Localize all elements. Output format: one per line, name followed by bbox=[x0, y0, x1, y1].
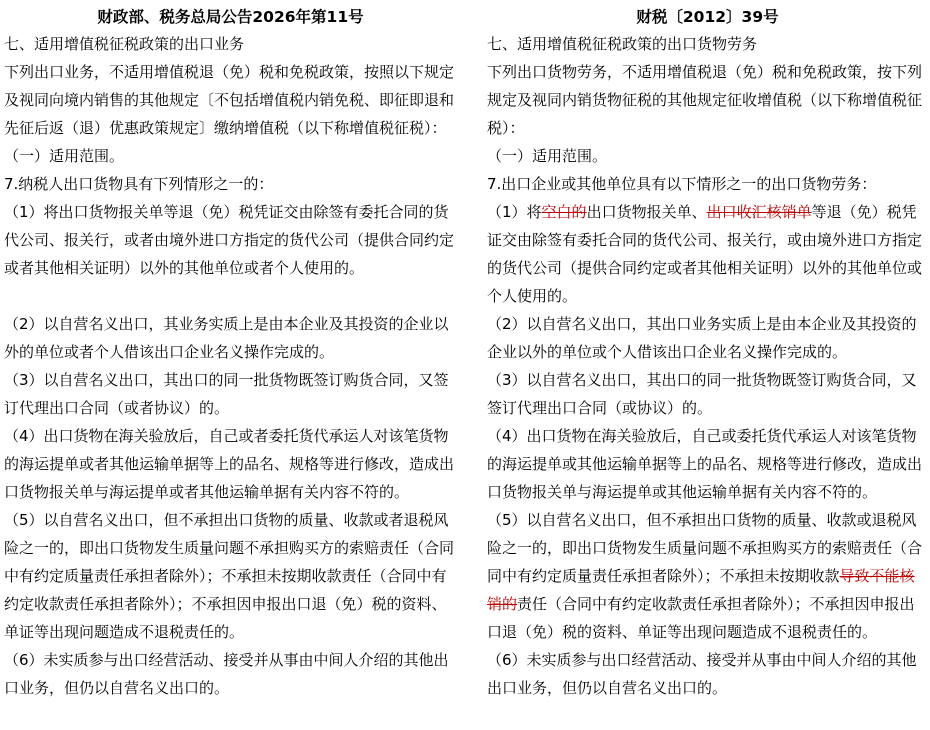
right-item-1 bbox=[465, 198, 930, 310]
left-item-5: （5）以自营名义出口，但不承担出口货物的质量、收款或者退税风险之一的，即出口货物发生质量问题不承担购买方的索赔责任（合同中有约定质量责任承担者除外）；不承担未按期收款责任（合同中有约定收款责任承担者除外）；不承担因申报出口退（免）税的资料、单证等出现问题造成不退税责任的。 bbox=[4, 511, 455, 641]
scope-heading-row bbox=[0, 142, 930, 170]
left-scope-heading: （一）适用范围。 bbox=[4, 147, 125, 165]
right-item-3: （3）以自营名义出口，其出口的同一批货物既签订购货合同，又签订代理出口合同（或协议）的。 bbox=[487, 371, 917, 417]
left-item-6: （6）未实质参与出口经营活动、接受并从事由中间人介绍的其他出口业务，但仍以自营名义出口的。 bbox=[4, 651, 449, 697]
right-section-heading: 七、适用增值税征税政策的出口货物劳务 bbox=[487, 35, 758, 53]
right-doc-title: 财税〔2012〕39号 bbox=[636, 8, 779, 26]
deleted-text-segment: 出口收汇核销单 bbox=[706, 203, 812, 221]
right-item-7: 7.出口企业或其他单位具有以下情形之一的出口货物劳务： bbox=[487, 175, 877, 193]
title-row bbox=[0, 4, 930, 30]
item-2-row bbox=[0, 310, 930, 366]
left-item-2: （2）以自营名义出口，其业务实质上是由本企业及其投资的企业以外的单位或者个人借该出口企业名义操作完成的。 bbox=[4, 315, 449, 361]
right-item-1-text: （1）将 bbox=[487, 203, 542, 221]
item-4-row bbox=[0, 422, 930, 506]
right-item-1-text: 等退（免）税凭证交由除签有委托合同的货代公司、报关行，或由境外进口方指定的货代公司（提供合同约定或者其他相关证明）以外的其他单位或个人使用的。 bbox=[487, 203, 923, 305]
left-intro-paragraph: 下列出口业务，不适用增值税退（免）税和免税政策，按照以下规定及视同向境内销售的其他规定〔不包括增值税内销免税、即征即退和先征后返（退）优惠政策规定〕缴纳增值税（以下称增值税征税）： bbox=[4, 63, 455, 137]
right-item-6: （6）未实质参与出口经营活动、接受并从事由中间人介绍的其他出口业务，但仍以自营名义出口的。 bbox=[487, 651, 917, 697]
item-5-row bbox=[0, 506, 930, 646]
item-7-row bbox=[0, 170, 930, 198]
right-scope-heading: （一）适用范围。 bbox=[487, 147, 608, 165]
right-item-5-text: （5）以自营名义出口，但不承担出口货物的质量、收款或退税风险之一的，即出口货物发生质量问题不承担购买方的索赔责任（合同中有约定质量责任承担者除外）；不承担未按期收款 bbox=[487, 511, 923, 585]
deleted-text-segment: 空白的 bbox=[541, 203, 587, 221]
left-item-3: （3）以自营名义出口，其出口的同一批货物既签订购货合同，又签订代理出口合同（或者协议）的。 bbox=[4, 371, 449, 417]
intro-row bbox=[0, 58, 930, 142]
item-3-row bbox=[0, 366, 930, 422]
section-heading-row bbox=[0, 30, 930, 58]
left-doc-title: 财政部、税务总局公告2026年第11号 bbox=[97, 8, 364, 26]
right-item-5 bbox=[465, 506, 930, 646]
deleted-text-segment: 导致不能核销的 bbox=[487, 567, 915, 613]
item-1-row bbox=[0, 198, 930, 310]
item-6-row bbox=[0, 646, 930, 702]
left-item-4: （4）出口货物在海关验放后，自己或者委托货代承运人对该笔货物的海运提单或者其他运输单据等上的品名、规格等进行修改，造成出口货物报关单与海运提单或者其他运输单据有关内容不符的。 bbox=[4, 427, 455, 501]
left-item-7: 7.纳税人出口货物具有下列情形之一的： bbox=[4, 175, 274, 193]
right-item-4: （4）出口货物在海关验放后，自己或委托货代承运人对该笔货物的海运提单或其他运输单据等上的品名、规格等进行修改，造成出口货物报关单与海运提单或其他运输单据有关内容不符的。 bbox=[487, 427, 923, 501]
right-item-1-text: 出口货物报关单、 bbox=[586, 203, 707, 221]
right-item-2: （2）以自营名义出口，其出口业务实质上是由本企业及其投资的企业以外的单位或个人借该出口企业名义操作完成的。 bbox=[487, 315, 917, 361]
left-item-1: （1）将出口货物报关单等退（免）税凭证交由除签有委托合同的货代公司、报关行，或者由境外进口方指定的货代公司（提供合同约定或者其他相关证明）以外的其他单位或者个人使用的。 bbox=[4, 203, 455, 277]
comparison-table bbox=[0, 4, 930, 702]
right-intro-paragraph: 下列出口货物劳务，不适用增值税退（免）税和免税政策，按下列规定及视同内销货物征税的其他规定征收增值税（以下称增值税征税）： bbox=[487, 63, 923, 137]
right-item-5-text: 责任（合同中有约定收款责任承担者除外）；不承担因申报出口退（免）税的资料、单证等出现问题造成不退税责任的。 bbox=[487, 595, 915, 641]
left-section-heading: 七、适用增值税征税政策的出口业务 bbox=[4, 35, 245, 53]
